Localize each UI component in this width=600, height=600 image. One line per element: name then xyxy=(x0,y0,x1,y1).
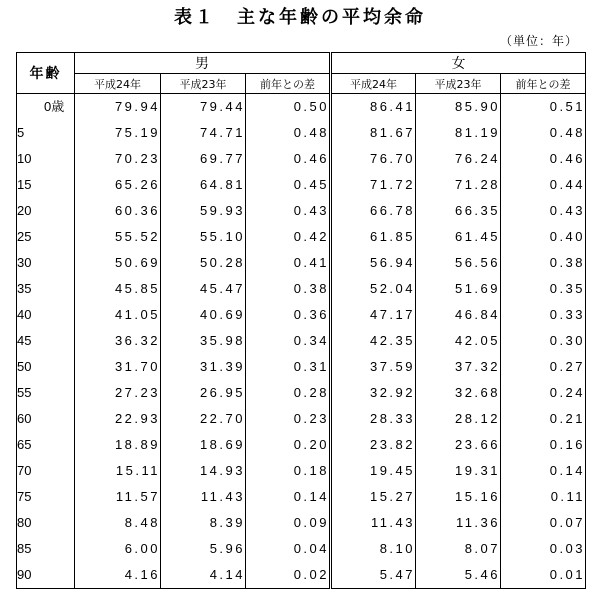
age-cell: 15 xyxy=(17,172,75,198)
life-expectancy-table xyxy=(16,52,586,589)
female-heisei23-cell: 37.32 xyxy=(416,354,501,380)
table-row xyxy=(17,94,586,121)
female-heisei23-cell: 61.45 xyxy=(416,224,501,250)
unit-note: （単位：年） xyxy=(499,34,578,48)
female-diff-cell: 0.30 xyxy=(501,328,586,354)
male-heisei24-cell: 36.32 xyxy=(75,328,161,354)
age-cell: 90 xyxy=(17,562,75,589)
male-diff-cell: 0.14 xyxy=(246,484,331,510)
table-row xyxy=(17,146,586,172)
female-diff-cell: 0.40 xyxy=(501,224,586,250)
male-heisei23-cell: 4.14 xyxy=(161,562,246,589)
table-row xyxy=(17,562,586,589)
group-header-male: 男 xyxy=(75,53,331,74)
table-row xyxy=(17,536,586,562)
male-heisei23-cell: 59.93 xyxy=(161,198,246,224)
table-row xyxy=(17,484,586,510)
male-heisei24-cell: 31.70 xyxy=(75,354,161,380)
female-diff-cell: 0.11 xyxy=(501,484,586,510)
female-heisei24-cell: 23.82 xyxy=(331,432,416,458)
column-header-male-heisei24: 平成24年 xyxy=(75,74,161,94)
column-header-female-diff: 前年との差 xyxy=(501,74,586,94)
male-diff-cell: 0.36 xyxy=(246,302,331,328)
age-cell: 35 xyxy=(17,276,75,302)
female-diff-cell: 0.48 xyxy=(501,120,586,146)
male-diff-cell: 0.02 xyxy=(246,562,331,589)
male-diff-cell: 0.04 xyxy=(246,536,331,562)
table-row xyxy=(17,224,586,250)
male-heisei23-cell: 45.47 xyxy=(161,276,246,302)
female-heisei23-cell: 66.35 xyxy=(416,198,501,224)
age-cell: 55 xyxy=(17,380,75,406)
male-heisei23-cell: 22.70 xyxy=(161,406,246,432)
column-header-row xyxy=(17,74,586,94)
column-header-male-diff: 前年との差 xyxy=(246,74,331,94)
female-heisei23-cell: 19.31 xyxy=(416,458,501,484)
male-heisei24-cell: 70.23 xyxy=(75,146,161,172)
male-heisei23-cell: 79.44 xyxy=(161,94,246,121)
male-heisei23-cell: 55.10 xyxy=(161,224,246,250)
age-cell: 50 xyxy=(17,354,75,380)
female-heisei24-cell: 15.27 xyxy=(331,484,416,510)
age-cell: 75 xyxy=(17,484,75,510)
male-diff-cell: 0.18 xyxy=(246,458,331,484)
female-heisei24-cell: 47.17 xyxy=(331,302,416,328)
age-cell: 10 xyxy=(17,146,75,172)
female-heisei24-cell: 8.10 xyxy=(331,536,416,562)
age-column-header: 年齢 xyxy=(17,53,75,94)
female-diff-cell: 0.03 xyxy=(501,536,586,562)
male-heisei24-cell: 4.16 xyxy=(75,562,161,589)
female-heisei24-cell: 52.04 xyxy=(331,276,416,302)
male-diff-cell: 0.38 xyxy=(246,276,331,302)
male-heisei24-cell: 8.48 xyxy=(75,510,161,536)
female-heisei24-cell: 42.35 xyxy=(331,328,416,354)
male-heisei24-cell: 15.11 xyxy=(75,458,161,484)
female-diff-cell: 0.46 xyxy=(501,146,586,172)
age-cell: 0歳 xyxy=(17,94,75,121)
female-heisei23-cell: 71.28 xyxy=(416,172,501,198)
female-heisei23-cell: 15.16 xyxy=(416,484,501,510)
age-cell: 40 xyxy=(17,302,75,328)
male-diff-cell: 0.34 xyxy=(246,328,331,354)
age-cell: 60 xyxy=(17,406,75,432)
column-header-female-heisei23: 平成23年 xyxy=(416,74,501,94)
male-heisei24-cell: 55.52 xyxy=(75,224,161,250)
male-heisei24-cell: 65.26 xyxy=(75,172,161,198)
male-heisei23-cell: 40.69 xyxy=(161,302,246,328)
age-cell: 20 xyxy=(17,198,75,224)
female-diff-cell: 0.07 xyxy=(501,510,586,536)
female-heisei23-cell: 85.90 xyxy=(416,94,501,121)
male-diff-cell: 0.50 xyxy=(246,94,331,121)
group-header-row xyxy=(17,53,586,74)
female-heisei24-cell: 11.43 xyxy=(331,510,416,536)
male-heisei24-cell: 41.05 xyxy=(75,302,161,328)
female-heisei23-cell: 51.69 xyxy=(416,276,501,302)
female-diff-cell: 0.33 xyxy=(501,302,586,328)
male-diff-cell: 0.20 xyxy=(246,432,331,458)
female-heisei24-cell: 56.94 xyxy=(331,250,416,276)
female-heisei23-cell: 76.24 xyxy=(416,146,501,172)
table-row xyxy=(17,510,586,536)
table-row xyxy=(17,120,586,146)
female-diff-cell: 0.01 xyxy=(501,562,586,589)
male-diff-cell: 0.45 xyxy=(246,172,331,198)
female-heisei24-cell: 76.70 xyxy=(331,146,416,172)
table-row xyxy=(17,302,586,328)
female-heisei23-cell: 32.68 xyxy=(416,380,501,406)
male-diff-cell: 0.43 xyxy=(246,198,331,224)
female-heisei23-cell: 5.46 xyxy=(416,562,501,589)
male-diff-cell: 0.42 xyxy=(246,224,331,250)
male-heisei24-cell: 18.89 xyxy=(75,432,161,458)
table-body xyxy=(17,94,586,589)
female-diff-cell: 0.44 xyxy=(501,172,586,198)
male-heisei23-cell: 14.93 xyxy=(161,458,246,484)
female-heisei23-cell: 81.19 xyxy=(416,120,501,146)
table-row xyxy=(17,250,586,276)
female-diff-cell: 0.14 xyxy=(501,458,586,484)
table-row xyxy=(17,354,586,380)
female-heisei23-cell: 11.36 xyxy=(416,510,501,536)
table-row xyxy=(17,380,586,406)
male-heisei23-cell: 50.28 xyxy=(161,250,246,276)
age-cell: 80 xyxy=(17,510,75,536)
female-diff-cell: 0.35 xyxy=(501,276,586,302)
female-heisei23-cell: 46.84 xyxy=(416,302,501,328)
table-row xyxy=(17,432,586,458)
male-heisei23-cell: 69.77 xyxy=(161,146,246,172)
male-heisei23-cell: 18.69 xyxy=(161,432,246,458)
male-heisei23-cell: 31.39 xyxy=(161,354,246,380)
column-header-male-heisei23: 平成23年 xyxy=(161,74,246,94)
male-heisei23-cell: 8.39 xyxy=(161,510,246,536)
female-heisei24-cell: 66.78 xyxy=(331,198,416,224)
male-diff-cell: 0.46 xyxy=(246,146,331,172)
age-cell: 5 xyxy=(17,120,75,146)
female-heisei24-cell: 32.92 xyxy=(331,380,416,406)
age-cell: 30 xyxy=(17,250,75,276)
table-row xyxy=(17,406,586,432)
age-cell: 25 xyxy=(17,224,75,250)
age-cell: 85 xyxy=(17,536,75,562)
female-heisei23-cell: 56.56 xyxy=(416,250,501,276)
male-heisei24-cell: 27.23 xyxy=(75,380,161,406)
male-diff-cell: 0.23 xyxy=(246,406,331,432)
table-row xyxy=(17,276,586,302)
column-header-female-heisei24: 平成24年 xyxy=(331,74,416,94)
age-cell: 70 xyxy=(17,458,75,484)
male-heisei24-cell: 79.94 xyxy=(75,94,161,121)
table-row xyxy=(17,172,586,198)
table-row xyxy=(17,328,586,354)
male-diff-cell: 0.31 xyxy=(246,354,331,380)
female-heisei23-cell: 42.05 xyxy=(416,328,501,354)
female-heisei24-cell: 86.41 xyxy=(331,94,416,121)
group-header-female: 女 xyxy=(331,53,586,74)
table-title: 表１ 主な年齢の平均余命 xyxy=(174,7,426,28)
male-diff-cell: 0.48 xyxy=(246,120,331,146)
male-heisei23-cell: 11.43 xyxy=(161,484,246,510)
male-heisei24-cell: 6.00 xyxy=(75,536,161,562)
age-cell: 65 xyxy=(17,432,75,458)
age-cell: 45 xyxy=(17,328,75,354)
male-heisei24-cell: 75.19 xyxy=(75,120,161,146)
female-diff-cell: 0.43 xyxy=(501,198,586,224)
female-heisei23-cell: 28.12 xyxy=(416,406,501,432)
female-diff-cell: 0.51 xyxy=(501,94,586,121)
female-heisei23-cell: 8.07 xyxy=(416,536,501,562)
female-heisei24-cell: 5.47 xyxy=(331,562,416,589)
female-diff-cell: 0.27 xyxy=(501,354,586,380)
female-heisei24-cell: 28.33 xyxy=(331,406,416,432)
male-heisei24-cell: 22.93 xyxy=(75,406,161,432)
male-diff-cell: 0.41 xyxy=(246,250,331,276)
female-heisei24-cell: 81.67 xyxy=(331,120,416,146)
male-diff-cell: 0.09 xyxy=(246,510,331,536)
female-heisei24-cell: 37.59 xyxy=(331,354,416,380)
female-heisei24-cell: 19.45 xyxy=(331,458,416,484)
female-diff-cell: 0.16 xyxy=(501,432,586,458)
female-diff-cell: 0.38 xyxy=(501,250,586,276)
female-heisei23-cell: 23.66 xyxy=(416,432,501,458)
female-heisei24-cell: 61.85 xyxy=(331,224,416,250)
female-heisei24-cell: 71.72 xyxy=(331,172,416,198)
male-heisei24-cell: 50.69 xyxy=(75,250,161,276)
male-diff-cell: 0.28 xyxy=(246,380,331,406)
male-heisei23-cell: 35.98 xyxy=(161,328,246,354)
male-heisei23-cell: 64.81 xyxy=(161,172,246,198)
male-heisei23-cell: 5.96 xyxy=(161,536,246,562)
male-heisei24-cell: 60.36 xyxy=(75,198,161,224)
male-heisei23-cell: 74.71 xyxy=(161,120,246,146)
female-diff-cell: 0.21 xyxy=(501,406,586,432)
table-row xyxy=(17,458,586,484)
table-row xyxy=(17,198,586,224)
male-heisei24-cell: 45.85 xyxy=(75,276,161,302)
male-heisei23-cell: 26.95 xyxy=(161,380,246,406)
male-heisei24-cell: 11.57 xyxy=(75,484,161,510)
female-diff-cell: 0.24 xyxy=(501,380,586,406)
